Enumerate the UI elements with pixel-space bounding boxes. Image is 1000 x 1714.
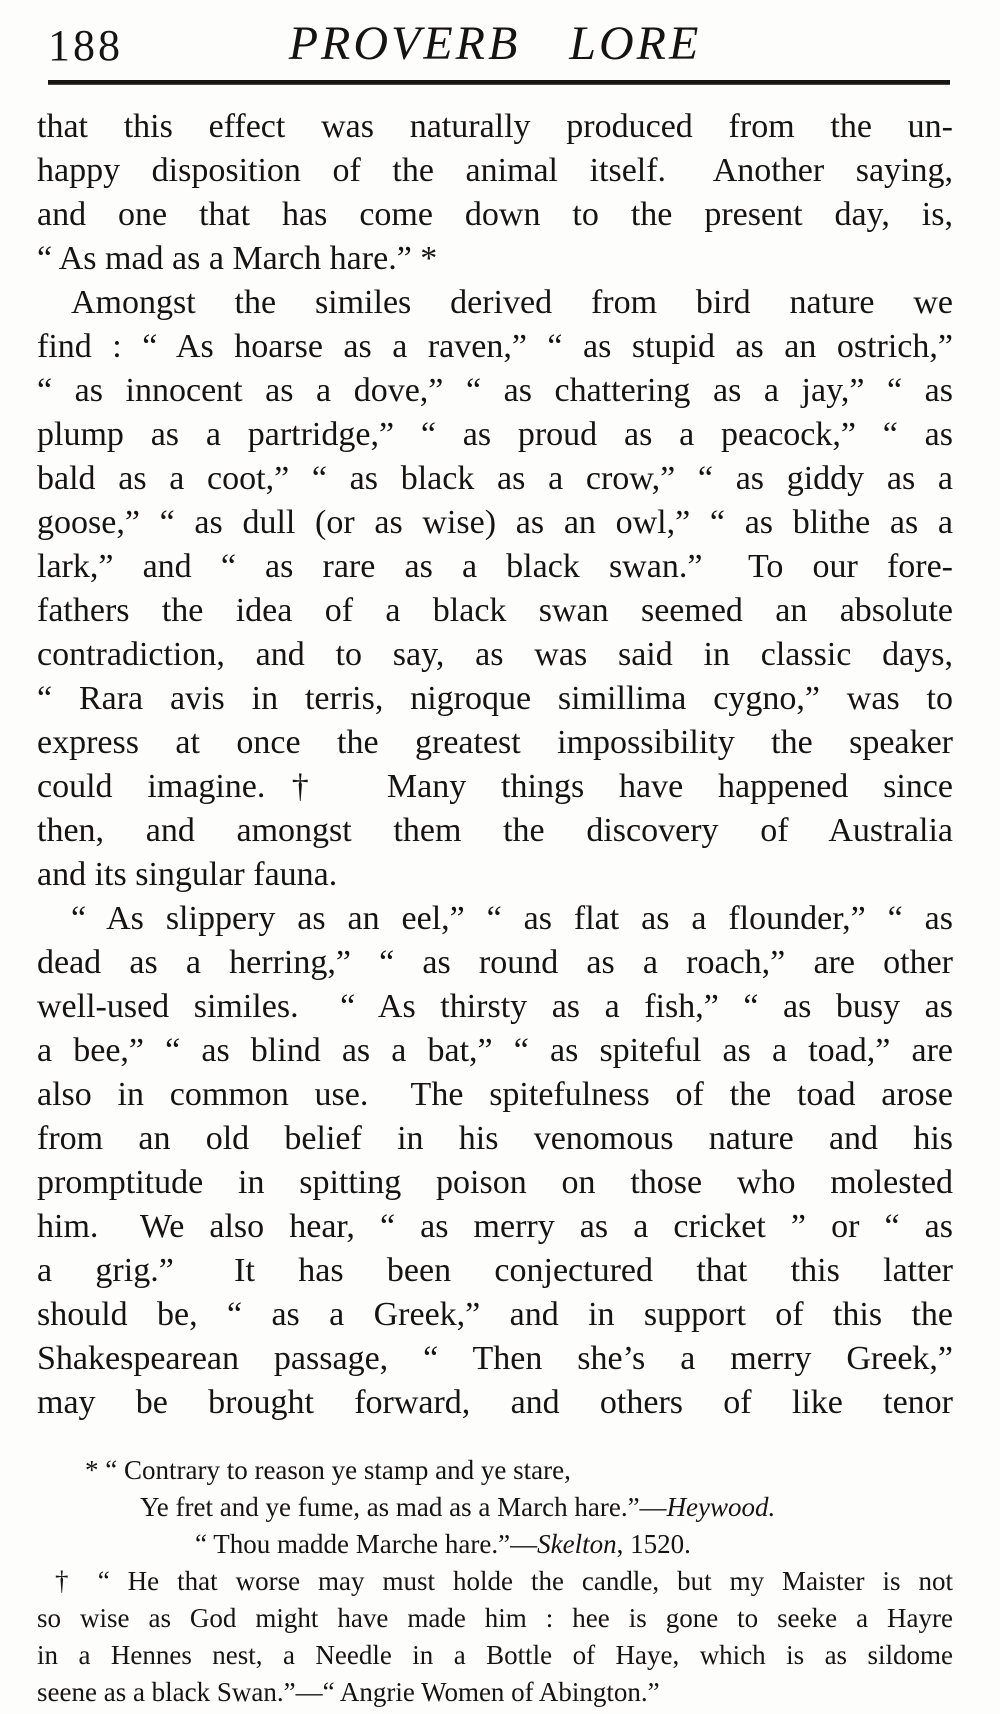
text-line: him. We also hear, “ as merry as a cricket ” or “ as (37, 1208, 953, 1245)
text-line: dead as a herring,” “ as round as a roach,” are other (37, 944, 953, 981)
text-line: and one that has come down to the present day, is, (37, 196, 953, 233)
text-line: contradiction, and to say, as was said in classic days, (37, 636, 953, 673)
body-text (37, 105, 953, 1425)
paragraph-2 (37, 281, 953, 897)
page-number: 188 (48, 21, 123, 70)
text-line: find : “ As hoarse as a raven,” “ as stupid as an ostrich,” (37, 328, 953, 365)
text-line: Shakespearean passage, “ Then she’s a merry Greek,” (37, 1340, 953, 1377)
footnote-dagger (37, 1563, 953, 1711)
text-line: Amongst the similes derived from bird nature we (71, 284, 953, 321)
text-line: goose,” “ as dull (or as wise) as an owl,” “ as blithe as a (37, 504, 953, 541)
header-rule (48, 80, 950, 85)
text-line: well-used similes. “ As thirsty as a fish,” “ as busy as (37, 988, 953, 1025)
footnote-line (37, 1489, 953, 1526)
text-line: from an old belief in his venomous nature and his (37, 1120, 953, 1157)
text-line: should be, “ as a Greek,” and in support of this the (37, 1296, 953, 1333)
paragraph-1 (37, 105, 953, 281)
text-line: “ Rara avis in terris, nigroque simillima cygno,” was to (37, 680, 953, 717)
citation-year: , 1520. (616, 1529, 691, 1559)
text-line: then, and amongst them the discovery of Australia (37, 812, 953, 849)
footnotes (37, 1452, 953, 1711)
text-line: and its singular fauna. (37, 856, 338, 893)
footnote-asterisk (37, 1452, 953, 1563)
footnote-line: so wise as God might have made him : hee is gone to seeke a Hayre (37, 1603, 953, 1633)
text-line: “ As slippery as an eel,” “ as flat as a flounder,” “ as (71, 900, 953, 937)
text-line: “ As mad as a March hare.” * (37, 240, 438, 277)
text-line: may be brought forward, and others of like tenor (37, 1384, 953, 1421)
text-line: lark,” and “ as rare as a black swan.” To our fore- (37, 548, 953, 585)
footnote-line: in a Hennes nest, a Needle in a Bottle of Haye, which is as sildome (37, 1640, 953, 1670)
footnote-verse: Ye fret and ye fume, as mad as a March hare.”— (140, 1492, 667, 1522)
text-line: that this effect was naturally produced from the un- (37, 108, 953, 145)
text-line: happy disposition of the animal itself. Another saying, (37, 152, 953, 189)
footnote-line (37, 1526, 953, 1563)
running-head (37, 0, 953, 80)
text-line: “ as innocent as a dove,” “ as chattering as a jay,” “ as (37, 372, 953, 409)
text-line: a grig.” It has been conjectured that this latter (37, 1252, 953, 1289)
footnote-line: * “ Contrary to reason ye stamp and ye stare, (85, 1455, 571, 1485)
text-line: express at once the greatest impossibility the speaker (37, 724, 953, 761)
text-line: also in common use. The spitefulness of the toad arose (37, 1076, 953, 1113)
text-line: a bee,” “ as blind as a bat,” “ as spiteful as a toad,” are (37, 1032, 953, 1069)
text-line: bald as a coot,” “ as black as a crow,” “ as giddy as a (37, 460, 953, 497)
text-line: promptitude in spitting poison on those who molested (37, 1164, 953, 1201)
paragraph-3 (37, 897, 953, 1425)
footnote-line: seene as a black Swan.”—“ Angrie Women of Abington.” (37, 1677, 660, 1707)
citation-author: Heywood. (666, 1492, 776, 1522)
text-line: fathers the idea of a black swan seemed an absolute (37, 592, 953, 629)
footnote-verse: “ Thou madde Marche hare.”— (195, 1529, 538, 1559)
page-title: PROVERB LORE (288, 17, 702, 70)
text-line: plump as a partridge,” “ as proud as a peacock,” “ as (37, 416, 953, 453)
text-line: could imagine.† Many things have happened since (37, 768, 953, 805)
footnote-line: † “ He that worse may must holde the candle, but my Maister is not (55, 1566, 953, 1596)
citation-author: Skelton (537, 1529, 617, 1559)
